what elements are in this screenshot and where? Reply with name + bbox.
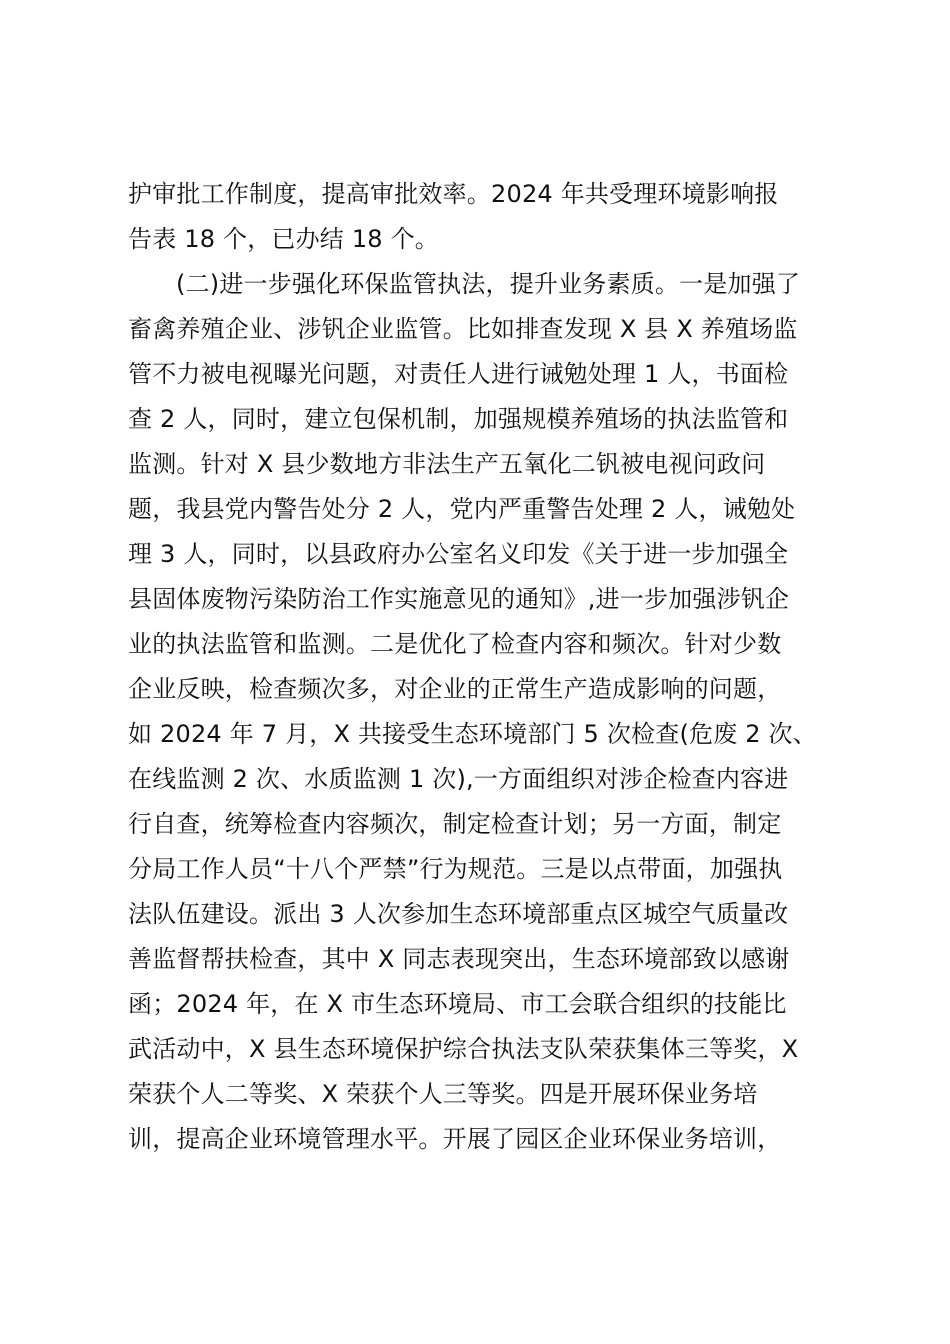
text-line: 监测。针对 X 县少数地方非法生产五氧化二钒被电视问政问 (128, 450, 766, 478)
text-line: 训，提高企业环境管理水平。开展了园区企业环保业务培训， (128, 1125, 782, 1153)
body-text (128, 172, 828, 1162)
text-line: 业的执法监管和监测。二是优化了检查内容和频次。针对少数 (128, 630, 782, 658)
text-line: 函；2024 年，在 X 市生态环境局、市工会联合组织的技能比 (128, 990, 787, 1018)
text-line: 管不力被电视曝光问题，对责任人进行诫勉处理 1 人，书面检 (128, 360, 789, 388)
text-line: 理 3 人，同时，以县政府办公室名义印发《关于进一步加强全 (128, 540, 789, 568)
text-line: 分局工作人员“十八个严禁”行为规范。三是以点带面，加强执 (128, 855, 783, 883)
text-line: 县固体废物污染防治工作实施意见的通知》,进一步加强涉钒企 (128, 585, 790, 613)
text-line: 在线监测 2 次、水质监测 1 次),一方面组织对涉企检查内容进 (128, 765, 789, 793)
text-line: 查 2 人，同时，建立包保机制，加强规模养殖场的执法监管和 (128, 405, 789, 433)
text-line: 善监督帮扶检查，其中 X 同志表现突出，生态环境部致以感谢 (128, 945, 790, 973)
text-line: 护审批工作制度，提高审批效率。2024 年共受理环境影响报 (128, 180, 779, 208)
text-line: 法队伍建设。派出 3 人次参加生态环境部重点区城空气质量改 (128, 900, 789, 928)
text-line: 如 2024 年 7 月，X 共接受生态环境部门 5 次检查(危废 2 次、 (128, 720, 817, 748)
text-line: 行自查，统筹检查内容频次，制定检查计划；另一方面，制定 (128, 810, 782, 838)
text-line: 告表 18 个，已办结 18 个。 (128, 225, 439, 253)
text-line: 武活动中，X 县生态环境保护综合执法支队荣获集体三等奖，X (128, 1035, 799, 1063)
text-line: 畜禽养殖企业、涉钒企业监管。比如排查发现 X 县 X 养殖场监 (128, 315, 798, 343)
text-line: 题，我县党内警告处分 2 人，党内严重警告处理 2 人，诫勉处 (128, 495, 796, 523)
text-line: 荣获个人二等奖、X 荣获个人三等奖。四是开展环保业务培 (128, 1080, 758, 1108)
text-line: 企业反映，检查频次多，对企业的正常生产造成影响的问题， (128, 675, 782, 703)
section-heading-line: (二)进一步强化环保监管执法，提升业务素质。一是加强了 (176, 270, 801, 298)
